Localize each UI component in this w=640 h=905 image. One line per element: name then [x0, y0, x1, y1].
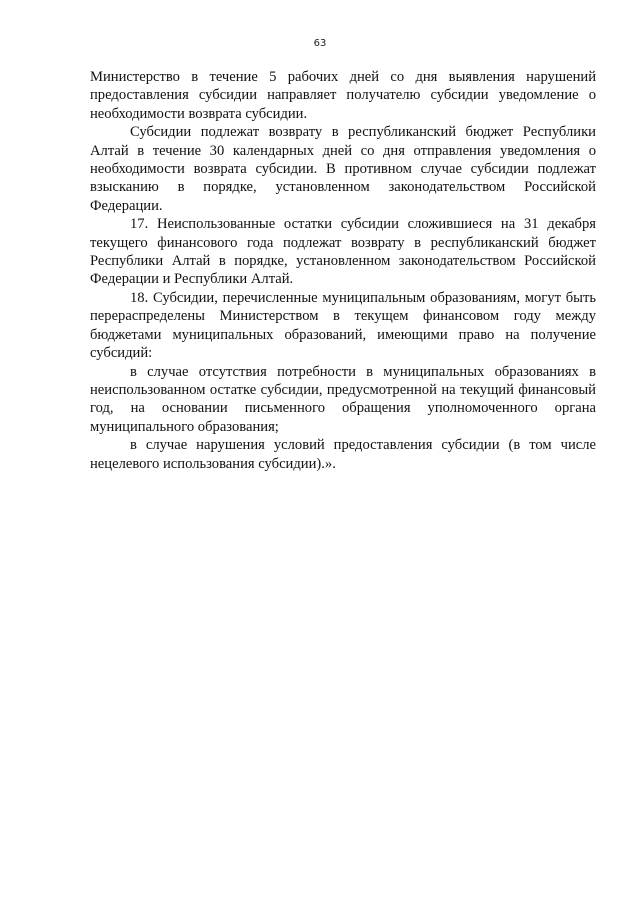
document-body — [90, 68, 596, 473]
paragraph-clause-17: 17. Неиспользованные остатки субсидии сложившиеся на 31 декабря текущего финансового года подлежат возврату в республиканский бюджет Республики Алтай в порядке, установленном законодательством Российской Федерации и Республики Алтай. — [90, 216, 596, 288]
paragraph-violation-case: в случае нарушения условий предоставления субсидии (в том числе нецелевого использования субсидии).». — [90, 437, 596, 472]
paragraph-subsidy-return: Субсидии подлежат возврату в республиканский бюджет Республики Алтай в течение 30 календарных дней со дня отправления уведомления о необходимости возврата субсидии. В противном случае субсидии подлежат взысканию в порядке, установленном законодательством Российской Федерации. — [90, 124, 596, 214]
page-number: 63 — [313, 38, 327, 49]
paragraph-no-need-case: в случае отсутствия потребности в муниципальных образованиях в неиспользованном остатке субсидии, предусмотренной на текущий финансовый год, на основании письменного обращения уполномоченного органа муниципального образования; — [90, 363, 596, 435]
paragraph-notice-deadline: Министерство в течение 5 рабочих дней со дня выявления нарушений предоставления субсидии направляет получателю субсидии уведомление о необходимости возврата субсидии. — [90, 69, 596, 122]
paragraph-clause-18: 18. Субсидии, перечисленные муниципальным образованиям, могут быть перераспределены Министерством в текущем финансовом году между бюджетами муниципальных образований, имеющими право на получение субсидий: — [90, 289, 596, 362]
